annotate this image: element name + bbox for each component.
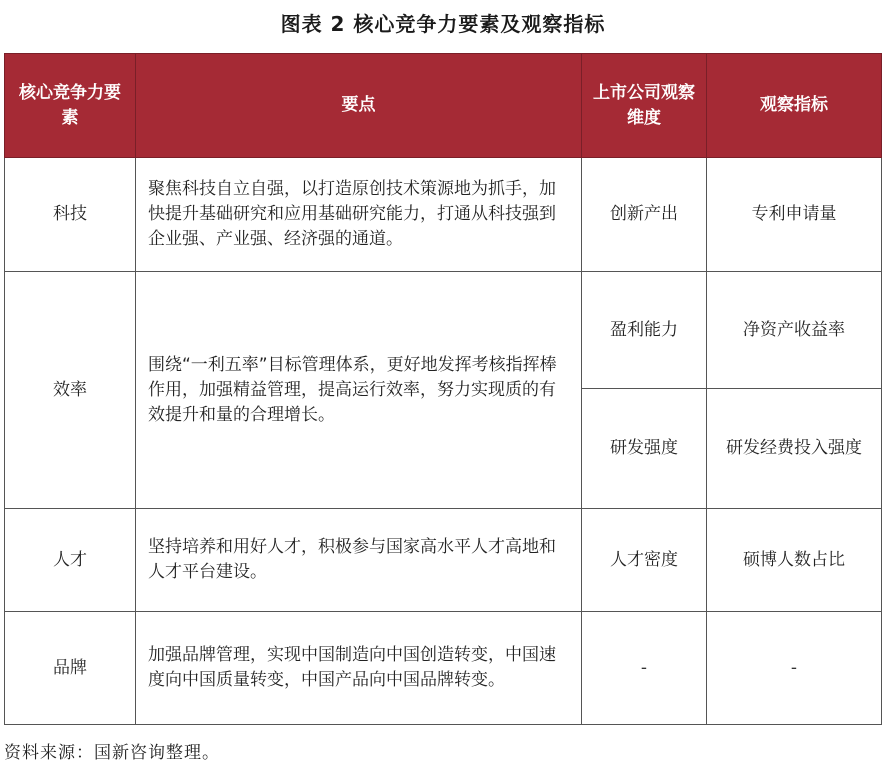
- factor-cell: 人才: [5, 509, 136, 612]
- point-cell: 围绕“一利五率”目标管理体系，更好地发挥考核指挥棒作用，加强精益管理，提高运行效率，努力实现质的有效提升和量的合理增长。: [136, 272, 582, 509]
- factor-cell: 效率: [5, 272, 136, 509]
- indicator-cell: 净资产收益率: [707, 272, 882, 389]
- point-cell: 坚持培养和用好人才，积极参与国家高水平人才高地和人才平台建设。: [136, 509, 582, 612]
- dimension-cell: 创新产出: [582, 158, 707, 272]
- factor-cell: 科技: [5, 158, 136, 272]
- indicator-cell: 专利申请量: [707, 158, 882, 272]
- header-indicator: 观察指标: [707, 54, 882, 158]
- source-note: 资料来源：国新咨询整理。: [4, 743, 220, 763]
- header-row: [5, 54, 882, 158]
- dimension-cell: 研发强度: [582, 389, 707, 509]
- table-row-efficiency-1: [5, 272, 882, 389]
- dimension-cell: 人才密度: [582, 509, 707, 612]
- table-title: 图表 2 核心竞争力要素及观察指标: [280, 12, 606, 36]
- point-cell: 聚焦科技自立自强，以打造原创技术策源地为抓手，加快提升基础研究和应用基础研究能力，打通从科技强到企业强、产业强、经济强的通道。: [136, 158, 582, 272]
- indicator-cell: 研发经费投入强度: [707, 389, 882, 509]
- header-factor: 核心竞争力要素: [5, 54, 136, 158]
- factor-cell: 品牌: [5, 612, 136, 725]
- table-row-tech: [5, 158, 882, 272]
- table-row-brand: [5, 612, 882, 725]
- competitiveness-table: [4, 53, 882, 725]
- indicator-cell: -: [707, 612, 882, 725]
- dimension-cell: 盈利能力: [582, 272, 707, 389]
- header-point: 要点: [136, 54, 582, 158]
- indicator-cell: 硕博人数占比: [707, 509, 882, 612]
- point-cell: 加强品牌管理，实现中国制造向中国创造转变，中国速度向中国质量转变，中国产品向中国品牌转变。: [136, 612, 582, 725]
- table-row-talent: [5, 509, 882, 612]
- dimension-cell: -: [582, 612, 707, 725]
- header-dimension: 上市公司观察维度: [582, 54, 707, 158]
